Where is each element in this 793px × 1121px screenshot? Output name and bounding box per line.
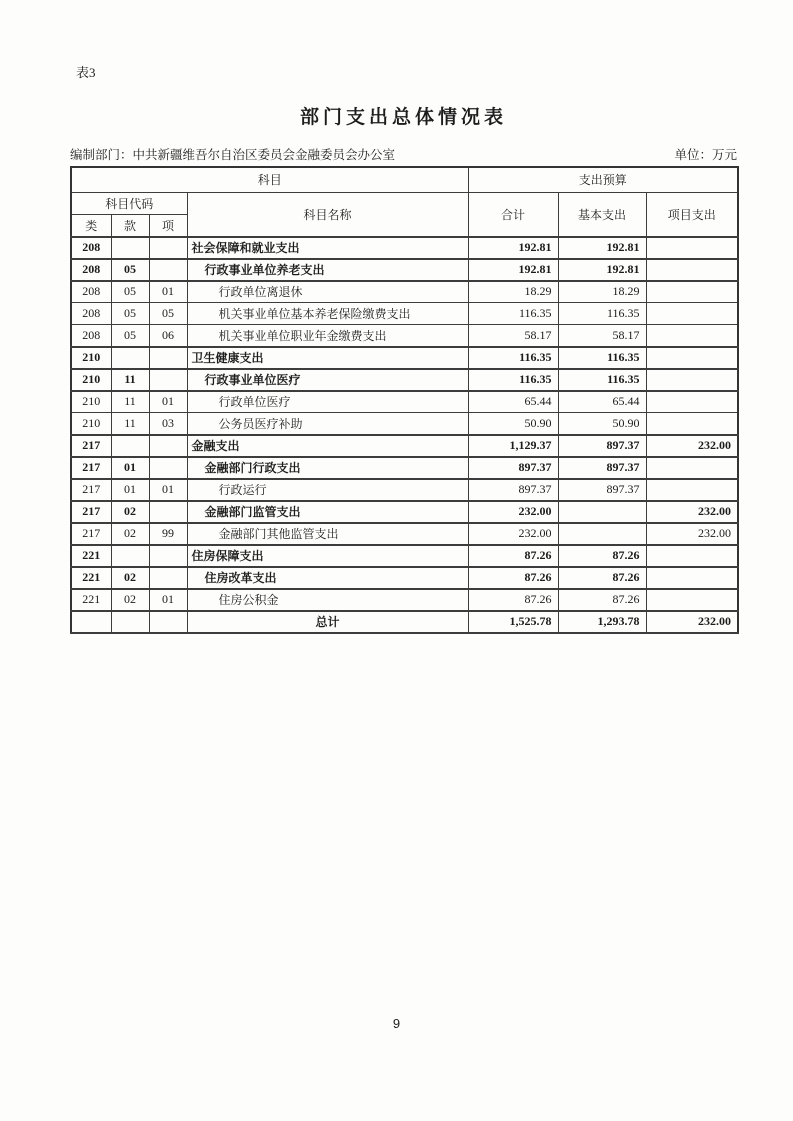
code-item-cell: 01 bbox=[149, 281, 187, 303]
subject-name-cell: 住房公积金 bbox=[187, 589, 468, 611]
prepared-by bbox=[70, 145, 395, 163]
subject-name-cell: 机关事业单位职业年金缴费支出 bbox=[187, 325, 468, 347]
amount-project-cell bbox=[646, 325, 738, 347]
code-section-cell: 05 bbox=[111, 259, 149, 281]
amount-project-cell bbox=[646, 237, 738, 259]
amount-basic-cell: 50.90 bbox=[558, 413, 646, 435]
amount-total-cell: 65.44 bbox=[468, 391, 558, 413]
amount-project-cell bbox=[646, 347, 738, 369]
table-row bbox=[71, 347, 738, 369]
code-section-cell: 11 bbox=[111, 391, 149, 413]
amount-project-cell bbox=[646, 369, 738, 391]
amount-basic-cell: 87.26 bbox=[558, 545, 646, 567]
header-class: 类 bbox=[71, 214, 111, 237]
code-item-cell: 01 bbox=[149, 391, 187, 413]
code-section-cell: 02 bbox=[111, 523, 149, 545]
code-item-cell bbox=[149, 259, 187, 281]
amount-total-cell: 87.26 bbox=[468, 589, 558, 611]
table-row bbox=[71, 281, 738, 303]
code-section-cell: 11 bbox=[111, 413, 149, 435]
amount-project-cell bbox=[646, 391, 738, 413]
amount-project-cell bbox=[646, 259, 738, 281]
page-title: 部门支出总体情况表 bbox=[299, 107, 507, 128]
table-row bbox=[71, 391, 738, 413]
code-class-cell: 217 bbox=[71, 479, 111, 501]
table-row bbox=[71, 567, 738, 589]
header-row-group bbox=[71, 167, 738, 192]
code-section-cell: 05 bbox=[111, 281, 149, 303]
amount-total-cell: 18.29 bbox=[468, 281, 558, 303]
subject-name-cell: 行政单位医疗 bbox=[187, 391, 468, 413]
subject-name-cell: 行政运行 bbox=[187, 479, 468, 501]
amount-total-cell: 116.35 bbox=[468, 347, 558, 369]
code-item-cell: 01 bbox=[149, 479, 187, 501]
page-number: 9 bbox=[392, 1016, 401, 1031]
code-section-cell: 02 bbox=[111, 501, 149, 523]
table-row bbox=[71, 545, 738, 567]
amount-project-cell: 232.00 bbox=[646, 501, 738, 523]
subject-name-cell: 行政事业单位医疗 bbox=[187, 369, 468, 391]
amount-basic-cell: 87.26 bbox=[558, 567, 646, 589]
code-item-cell bbox=[149, 567, 187, 589]
header-item: 项 bbox=[149, 214, 187, 237]
subject-name-cell: 住房保障支出 bbox=[187, 545, 468, 567]
amount-project-cell bbox=[646, 479, 738, 501]
table-body bbox=[71, 237, 738, 633]
amount-total-cell: 232.00 bbox=[468, 523, 558, 545]
amount-basic-cell bbox=[558, 501, 646, 523]
amount-basic-cell: 116.35 bbox=[558, 303, 646, 325]
header-project: 项目支出 bbox=[646, 192, 738, 237]
amount-basic-cell: 58.17 bbox=[558, 325, 646, 347]
table-row bbox=[71, 479, 738, 501]
code-class-cell: 210 bbox=[71, 347, 111, 369]
amount-total-cell: 87.26 bbox=[468, 545, 558, 567]
code-section-cell: 05 bbox=[111, 325, 149, 347]
amount-basic-cell: 1,293.78 bbox=[558, 611, 646, 633]
table-row bbox=[71, 369, 738, 391]
code-class-cell: 208 bbox=[71, 325, 111, 347]
amount-basic-cell: 897.37 bbox=[558, 479, 646, 501]
amount-total-cell: 192.81 bbox=[468, 259, 558, 281]
meta-row bbox=[70, 145, 737, 163]
subject-name-cell: 卫生健康支出 bbox=[187, 347, 468, 369]
code-item-cell bbox=[149, 369, 187, 391]
amount-total-cell: 192.81 bbox=[468, 237, 558, 259]
code-section-cell bbox=[111, 347, 149, 369]
code-class-cell: 217 bbox=[71, 435, 111, 457]
amount-total-cell: 1,525.78 bbox=[468, 611, 558, 633]
amount-total-cell: 897.37 bbox=[468, 479, 558, 501]
header-total: 合计 bbox=[468, 192, 558, 237]
code-class-cell: 221 bbox=[71, 589, 111, 611]
code-section-cell: 02 bbox=[111, 589, 149, 611]
subject-name-cell: 社会保障和就业支出 bbox=[187, 237, 468, 259]
table-row bbox=[71, 303, 738, 325]
amount-basic-cell bbox=[558, 523, 646, 545]
code-class-cell: 210 bbox=[71, 413, 111, 435]
amount-basic-cell: 18.29 bbox=[558, 281, 646, 303]
amount-total-cell: 116.35 bbox=[468, 369, 558, 391]
table-row bbox=[71, 501, 738, 523]
amount-total-cell: 116.35 bbox=[468, 303, 558, 325]
amount-basic-cell: 116.35 bbox=[558, 369, 646, 391]
header-code: 科目代码 bbox=[71, 192, 187, 214]
amount-project-cell bbox=[646, 589, 738, 611]
code-item-cell: 05 bbox=[149, 303, 187, 325]
amount-basic-cell: 65.44 bbox=[558, 391, 646, 413]
code-item-cell bbox=[149, 435, 187, 457]
code-class-cell bbox=[71, 611, 111, 633]
table-row bbox=[71, 413, 738, 435]
subject-name-cell: 金融支出 bbox=[187, 435, 468, 457]
code-class-cell: 210 bbox=[71, 369, 111, 391]
code-class-cell: 210 bbox=[71, 391, 111, 413]
code-class-cell: 217 bbox=[71, 501, 111, 523]
amount-total-cell: 1,129.37 bbox=[468, 435, 558, 457]
amount-project-cell: 232.00 bbox=[646, 435, 738, 457]
amount-project-cell bbox=[646, 545, 738, 567]
prepared-by-value: 中共新疆维吾尔自治区委员会金融委员会办公室 bbox=[132, 148, 396, 162]
amount-basic-cell: 87.26 bbox=[558, 589, 646, 611]
subject-name-cell: 机关事业单位基本养老保险缴费支出 bbox=[187, 303, 468, 325]
amount-total-cell: 58.17 bbox=[468, 325, 558, 347]
table-row bbox=[71, 259, 738, 281]
amount-basic-cell: 897.37 bbox=[558, 457, 646, 479]
subject-name-cell: 行政事业单位养老支出 bbox=[187, 259, 468, 281]
amount-project-cell bbox=[646, 413, 738, 435]
amount-basic-cell: 192.81 bbox=[558, 259, 646, 281]
code-item-cell bbox=[149, 545, 187, 567]
amount-total-cell: 232.00 bbox=[468, 501, 558, 523]
amount-total-cell: 87.26 bbox=[468, 567, 558, 589]
header-subject: 科目 bbox=[71, 167, 468, 192]
table-row bbox=[71, 237, 738, 259]
table-label: 表3 bbox=[76, 65, 96, 80]
code-class-cell: 217 bbox=[71, 457, 111, 479]
subject-name-cell: 金融部门监管支出 bbox=[187, 501, 468, 523]
header-budget: 支出预算 bbox=[468, 167, 738, 192]
amount-project-cell bbox=[646, 567, 738, 589]
subject-name-cell: 住房改革支出 bbox=[187, 567, 468, 589]
header-row-code bbox=[71, 192, 738, 214]
code-section-cell: 05 bbox=[111, 303, 149, 325]
code-item-cell bbox=[149, 457, 187, 479]
code-section-cell bbox=[111, 435, 149, 457]
code-class-cell: 221 bbox=[71, 567, 111, 589]
code-class-cell: 208 bbox=[71, 281, 111, 303]
amount-project-cell: 232.00 bbox=[646, 611, 738, 633]
amount-basic-cell: 116.35 bbox=[558, 347, 646, 369]
amount-project-cell bbox=[646, 457, 738, 479]
code-section-cell bbox=[111, 545, 149, 567]
code-item-cell bbox=[149, 347, 187, 369]
table-row bbox=[71, 523, 738, 545]
subject-name-cell: 总计 bbox=[187, 611, 468, 633]
amount-project-cell: 232.00 bbox=[646, 523, 738, 545]
code-section-cell: 01 bbox=[111, 479, 149, 501]
amount-project-cell bbox=[646, 303, 738, 325]
code-item-cell: 01 bbox=[149, 589, 187, 611]
subject-name-cell: 金融部门行政支出 bbox=[187, 457, 468, 479]
amount-total-cell: 897.37 bbox=[468, 457, 558, 479]
amount-project-cell bbox=[646, 281, 738, 303]
code-item-cell: 06 bbox=[149, 325, 187, 347]
code-class-cell: 208 bbox=[71, 303, 111, 325]
table-row bbox=[71, 435, 738, 457]
table-row bbox=[71, 457, 738, 479]
code-item-cell: 99 bbox=[149, 523, 187, 545]
expenditure-table bbox=[70, 166, 739, 634]
code-section-cell: 02 bbox=[111, 567, 149, 589]
prepared-by-label: 编制部门： bbox=[70, 148, 133, 162]
total-row bbox=[71, 611, 738, 633]
header-name: 科目名称 bbox=[187, 192, 468, 237]
code-class-cell: 221 bbox=[71, 545, 111, 567]
code-item-cell bbox=[149, 611, 187, 633]
code-class-cell: 208 bbox=[71, 237, 111, 259]
amount-basic-cell: 192.81 bbox=[558, 237, 646, 259]
code-section-cell: 01 bbox=[111, 457, 149, 479]
code-section-cell bbox=[111, 237, 149, 259]
subject-name-cell: 金融部门其他监管支出 bbox=[187, 523, 468, 545]
header-basic: 基本支出 bbox=[558, 192, 646, 237]
subject-name-cell: 公务员医疗补助 bbox=[187, 413, 468, 435]
amount-total-cell: 50.90 bbox=[468, 413, 558, 435]
code-item-cell bbox=[149, 237, 187, 259]
unit-label: 单位：万元 bbox=[674, 148, 737, 162]
subject-name-cell: 行政单位离退休 bbox=[187, 281, 468, 303]
table-row bbox=[71, 325, 738, 347]
code-item-cell bbox=[149, 501, 187, 523]
code-section-cell: 11 bbox=[111, 369, 149, 391]
code-section-cell bbox=[111, 611, 149, 633]
header-section: 款 bbox=[111, 214, 149, 237]
code-class-cell: 217 bbox=[71, 523, 111, 545]
table-row bbox=[71, 589, 738, 611]
amount-basic-cell: 897.37 bbox=[558, 435, 646, 457]
code-class-cell: 208 bbox=[71, 259, 111, 281]
code-item-cell: 03 bbox=[149, 413, 187, 435]
